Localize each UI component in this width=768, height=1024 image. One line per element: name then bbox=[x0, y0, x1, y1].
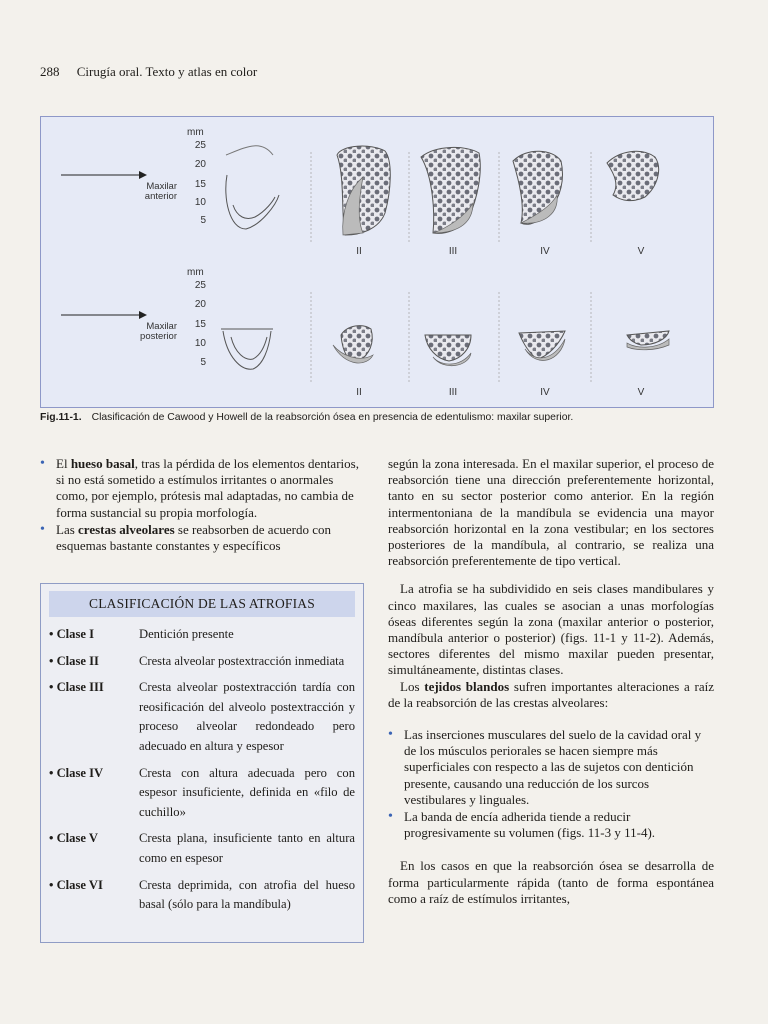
list-item: • La banda de encía adherida tiende a reducir progresivamente su volumen (figs. 11-3 y 11-4). bbox=[388, 809, 714, 841]
class-description: Cresta con altura adecuada pero con espesor insuficiente, definida en «filo de cuchillo» bbox=[139, 765, 355, 819]
paragraph: En los casos en que la reabsorción ósea se desarrolla de forma particularmente rápida (tanto de forma espontánea como a raíz de estímulos irritantes, bbox=[388, 858, 714, 906]
class-name: • Clase III bbox=[49, 678, 139, 763]
paragraph: según la zona interesada. En el maxilar superior, el proceso de reabsorción tiene una dirección preferentemente horizontal, tanto en su sector posterior como anterior. En la región intermentoniana de la mandíbula se evidencia una mayor reabsorción horizontal en la zona vestibular; en los sectores posteriores de la mandíbula, al contrario, se realiza una reabsorción preferentemente de tipo vertical. bbox=[388, 456, 714, 569]
list-item: • El hueso basal, tras la pérdida de los elementos dentarios, si no está sometido a estímulos irritantes o anormales como, por ejemplo, prótesis mal adaptadas, no cambia de forma sustancial su propia morfología. bbox=[40, 456, 364, 521]
right-column bbox=[388, 456, 714, 907]
left-column bbox=[40, 456, 364, 555]
classification-table bbox=[49, 625, 355, 922]
class-label: II bbox=[356, 246, 362, 257]
figure-number: Fig.11-1. bbox=[40, 412, 82, 423]
row-label: posterior bbox=[140, 331, 177, 342]
tick-label: 15 bbox=[194, 319, 206, 330]
figure-caption bbox=[40, 412, 740, 423]
class-description: Dentición presente bbox=[139, 627, 234, 641]
figure-illustration bbox=[41, 117, 713, 407]
figure-caption-text: Clasificación de Cawood y Howell de la reabsorción ósea en presencia de edentulismo: maxilar superior. bbox=[91, 412, 574, 423]
box-title: CLASIFICACIÓN DE LAS ATROFIAS bbox=[49, 591, 355, 617]
book-title: Cirugía oral. Texto y atlas en color bbox=[76, 64, 258, 79]
table-row bbox=[49, 678, 355, 763]
class-label: IV bbox=[540, 246, 550, 257]
table-row bbox=[49, 829, 355, 875]
term-tejidos-blandos: tejidos blandos bbox=[424, 678, 510, 694]
class-label: III bbox=[448, 387, 458, 398]
bone-section-class-v bbox=[607, 151, 659, 200]
tooth-outline bbox=[233, 197, 275, 219]
tick-label: 5 bbox=[200, 357, 206, 368]
tooth-outline bbox=[226, 175, 279, 229]
tick-label: 10 bbox=[194, 338, 206, 349]
arrowhead bbox=[139, 171, 147, 179]
bone-section-class-iv bbox=[519, 331, 565, 359]
atrofias-classification-box bbox=[40, 583, 364, 943]
list-item: • Las crestas alveolares se reabsorben de acuerdo con esquemas bastante constantes y específicos bbox=[40, 522, 364, 554]
class-label: II bbox=[356, 387, 362, 398]
row-maxilar-anterior bbox=[61, 127, 659, 257]
table-row bbox=[49, 764, 355, 830]
paragraph: Los tejidos blandos sufren importantes alteraciones a raíz de la reabsorción de las crestas alveolares: bbox=[388, 678, 714, 710]
bone-section-class-iii bbox=[425, 335, 471, 361]
running-header bbox=[40, 64, 257, 80]
class-name: • Clase VI bbox=[49, 876, 139, 922]
class-label: V bbox=[637, 387, 645, 398]
class-description: Cresta alveolar postextracción tardía con reosificación del alveolo postextracción y proceso alveolar redondeado pero adecuado en altura y espesor bbox=[139, 680, 355, 753]
list-item: • Las inserciones musculares del suelo de la cavidad oral y de los músculos periorales se hacen siempre más superficiales con respecto a las de sujetos con dentición presente, causando una reducción de los surcos vestibulares y linguales. bbox=[388, 727, 714, 808]
class-name: • Clase II bbox=[49, 652, 139, 679]
bone-section-class-iii bbox=[421, 147, 480, 233]
unit-label: mm bbox=[187, 267, 204, 278]
term-crestas-alveolares: crestas alveolares bbox=[78, 521, 175, 537]
arrowhead bbox=[139, 311, 147, 319]
class-description: Cresta plana, insuficiente tanto en altura como en espesor bbox=[139, 831, 355, 865]
table-row bbox=[49, 652, 355, 679]
class-description: Cresta deprimida, con atrofia del hueso basal (sólo para la mandíbula) bbox=[139, 877, 355, 912]
row-label: Maxilar bbox=[146, 181, 177, 192]
class-label: IV bbox=[540, 387, 550, 398]
paragraph: La atrofia se ha subdividido en seis clases mandibulares y cinco maxilares, las cuales se asocian a unas morfologías óseas diferentes según la zona (maxilar anterior o posterior, mandíbula anterior o posterior) (figs. 11-1 y 11-2). Además, sectores diferentes del mismo maxilar pueden presentar, simultáneamente, distintas clases. bbox=[388, 581, 714, 678]
unit-label: mm bbox=[187, 127, 204, 138]
page-number: 288 bbox=[40, 64, 60, 79]
figure-11-1 bbox=[40, 116, 714, 408]
class-name: • Clase V bbox=[49, 829, 139, 875]
class-label: V bbox=[637, 246, 645, 257]
tick-label: 25 bbox=[194, 280, 206, 291]
term-hueso-basal: hueso basal bbox=[70, 456, 135, 471]
tooth-outline bbox=[226, 146, 273, 155]
row-label: anterior bbox=[144, 191, 177, 202]
class-label: III bbox=[448, 246, 458, 257]
tick-label: 20 bbox=[194, 299, 206, 310]
class-name: • Clase IV bbox=[49, 764, 139, 830]
class-name: • Clase I bbox=[49, 625, 139, 652]
table-row bbox=[49, 876, 355, 922]
row-label: Maxilar bbox=[146, 321, 177, 332]
tick-label: 20 bbox=[194, 159, 206, 170]
tick-label: 15 bbox=[194, 179, 206, 190]
class-description: Cresta alveolar postextracción inmediata bbox=[139, 653, 345, 668]
row-maxilar-posterior bbox=[61, 267, 669, 398]
tick-label: 5 bbox=[200, 215, 206, 226]
tick-label: 25 bbox=[194, 140, 206, 151]
tick-label: 10 bbox=[194, 197, 206, 208]
tooth-outline bbox=[223, 331, 271, 369]
table-row bbox=[49, 625, 355, 652]
